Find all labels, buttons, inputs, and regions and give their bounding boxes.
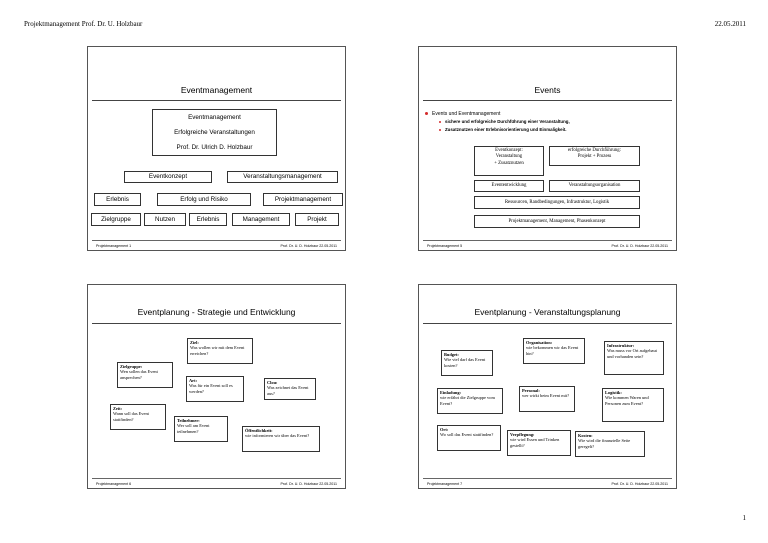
slide-footer-left: Projektmanagement 5 (427, 244, 463, 248)
title-divider (92, 323, 341, 324)
kosten-box: Kosten: Wie wird die finanzielle Seite geregelt? (575, 431, 645, 457)
logistik-box: Logistik: Wie kommen Waren und Personen zum Event? (602, 388, 664, 422)
slide-title: Eventplanung - Veranstaltungsplanung (474, 307, 621, 317)
bullet-icon (425, 112, 428, 115)
row4-box: Nutzen (144, 213, 186, 226)
intro-box (152, 109, 277, 156)
ort-box: Ort: Wo soll das Event stattfinden? (437, 425, 501, 451)
slide-eventmanagement (87, 46, 346, 251)
slide-footer-left: Projektmanagement 6 (96, 482, 132, 486)
page-number: 1 (742, 514, 746, 522)
title-divider (423, 100, 672, 101)
title-divider (423, 323, 672, 324)
ressourcen-box: Ressourcen, Randbedingungen, Infrastruktur, Logistik (474, 196, 640, 209)
footer-divider (92, 240, 341, 241)
slide-strategie (87, 284, 346, 489)
management-box: Veranstaltungsmanagement (227, 171, 338, 183)
zeit-box: Zeit: Wann soll das Event stattfinden? (110, 404, 166, 430)
document-header-title: Projektmanagement Prof. Dr. U. Holzbaur (24, 20, 143, 28)
row4-box: Projekt (295, 213, 339, 226)
clou-box: Clou: Was zeichnet das Event aus? (264, 378, 316, 400)
zielgruppe-box: Zielgruppe: Wen sollen das Event ansprechen? (117, 362, 173, 388)
infrastruktur-box: Infrastruktur: Was muss vor Ort aufgebaut und vorhanden sein? (604, 341, 664, 375)
intro-line: Eventmanagement (188, 114, 241, 121)
row4-box: Management (232, 213, 290, 226)
title-divider (92, 100, 341, 101)
slide-footer-left: Projektmanagement 7 (427, 482, 463, 486)
intro-line: Prof. Dr. Ulrich D. Holzbaur (176, 144, 253, 151)
row4-box: Erlebnis (189, 213, 227, 226)
art-box: Art: Was für ein Event soll es werden? (186, 376, 244, 402)
slide-title: Events (534, 85, 561, 95)
row3-box: Erlebnis (94, 193, 141, 206)
row3-box: Projektmanagement (263, 193, 343, 206)
bullet-sub: sichere und erfolgreiche Durchführung einer Veranstaltung, (439, 119, 570, 124)
ziel-box: Ziel: Was wollen wir mit dem Event erreichen? (187, 338, 253, 364)
evententwicklung-box: Evententwicklung (474, 180, 544, 192)
slide-footer-left: Projektmanagement 1 (96, 244, 132, 248)
bullet-sub: Zusatznutzen einer Erlebnisorientierung und Einmaligkeit. (439, 127, 567, 132)
row3-box: Erfolg und Risiko (157, 193, 251, 206)
durchfuehrung-box: erfolgreiche Durchführung: Projekt + Prozess (549, 146, 640, 166)
footer-divider (423, 240, 672, 241)
slide-veranstaltungsplanung (418, 284, 677, 489)
budget-box: Budget: Wie viel darf das Event kosten? (441, 350, 493, 376)
concept-box: Eventkonzept (124, 171, 212, 183)
eventkonzept-box: Eventkonzept: Veranstaltung + Zusatznutzen (474, 146, 544, 176)
footer-divider (92, 478, 341, 479)
bullet-icon (439, 129, 441, 131)
slide-footer-right: Prof. Dr. U. D. Holzbaur 22.05.2011 (280, 244, 337, 248)
personal-box: Personal: wer wirkt beim Event mit? (519, 386, 575, 412)
teilnehmer-box: Teilnehmer: Wer soll am Event teilnehmen? (174, 416, 228, 442)
veranstaltungsorganisation-box: Veranstaltungsorganisation (549, 180, 640, 192)
slide-footer-right: Prof. Dr. U. D. Holzbaur 22.05.2011 (611, 244, 668, 248)
slide-footer-right: Prof. Dr. U. D. Holzbaur 22.05.2011 (611, 482, 668, 486)
footer-divider (423, 478, 672, 479)
slide-events (418, 46, 677, 251)
slide-title: Eventplanung - Strategie und Entwicklung (137, 307, 296, 317)
bullet-icon (439, 121, 441, 123)
slide-title: Eventmanagement (180, 85, 253, 95)
organisation-box: Organisation: wie bekommen wir das Event hin? (523, 338, 585, 364)
document-header-date: 22.05.2011 (714, 20, 746, 28)
einladung-box: Einladung: wie erfährt die Zielgruppe vom Event? (437, 388, 503, 414)
row4-box: Zielgruppe (91, 213, 141, 226)
projektmanagement-box: Projektmanagement, Management, Phasenkonzept (474, 215, 640, 228)
intro-line: Erfolgreiche Veranstaltungen (174, 129, 255, 136)
slide-footer-right: Prof. Dr. U. D. Holzbaur 22.05.2011 (280, 482, 337, 486)
oeffentlichkeit-box: Öffentlichkeit: wie informieren wir über das Event? (242, 426, 320, 452)
bullet-main: Events und Eventmanagement (425, 111, 500, 117)
verpflegung-box: Verpflegung: wie wird Essen und Trinken gestellt? (507, 430, 571, 456)
